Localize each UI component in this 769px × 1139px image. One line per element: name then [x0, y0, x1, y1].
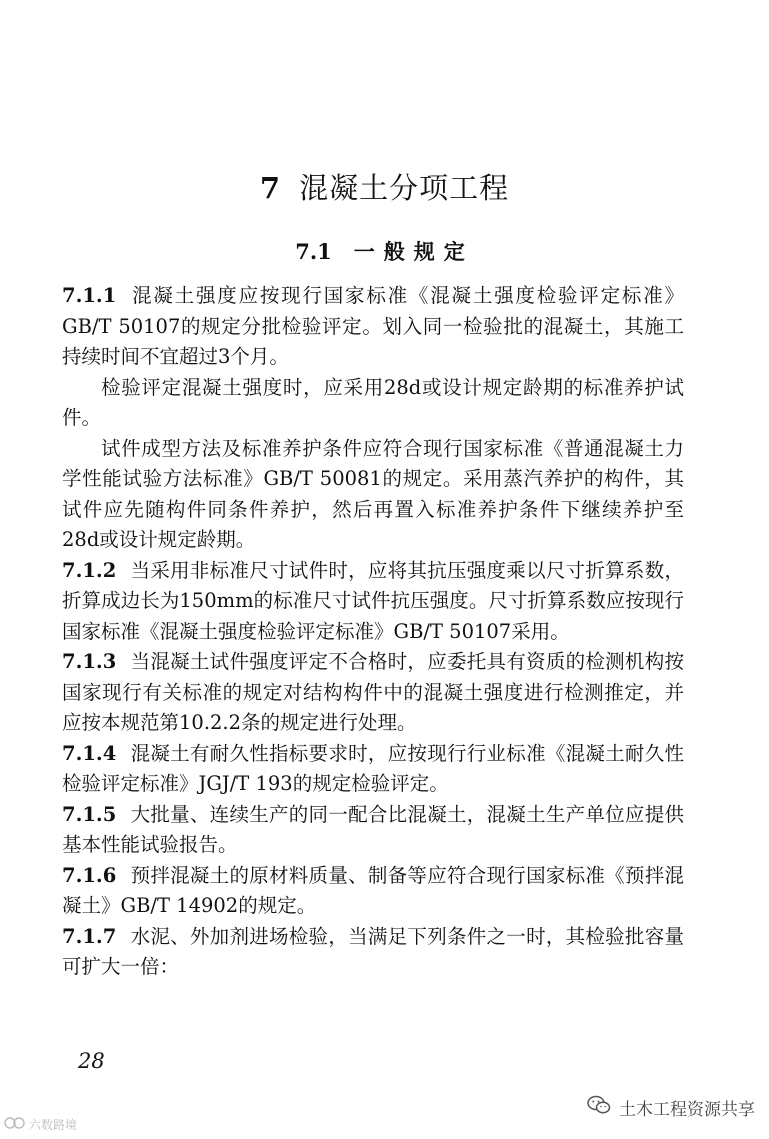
- clause-paragraph: [62, 922, 684, 983]
- wechat-icon: [587, 1095, 611, 1120]
- watermark-logo-icon: [4, 1116, 26, 1133]
- clause-paragraph: [62, 647, 684, 739]
- clause-number: 7.1.3: [62, 650, 117, 673]
- clause-number: 7.1.2: [62, 558, 117, 582]
- paragraph-text: 试件成型方法及标准养护条件应符合现行国家标准《普通混凝土力学性能试验方法标准》GB/T 50081的规定。采用蒸汽养护的构件，其试件应先随构件同条件养护，然后再置入标准养护条件下继续养护至28d或设计规定龄期。: [62, 436, 684, 551]
- paragraph-text: 检验评定混凝土强度时，应采用28d或设计规定龄期的标准养护试件。: [62, 375, 684, 429]
- body-paragraph: [62, 373, 684, 434]
- watermark-left-text: 六数路境: [29, 1118, 78, 1132]
- chapter-number: 7: [259, 171, 282, 205]
- watermark-right-text: 土木工程资源共享: [619, 1100, 755, 1120]
- chapter-title-text: 混凝土分项工程: [299, 171, 510, 205]
- paragraph-text: 混凝土有耐久性指标要求时，应按现行行业标准《混凝土耐久性检验评定标准》JGJ/T 193的规定检验评定。: [62, 741, 684, 795]
- clause-paragraph: [62, 281, 684, 373]
- clause-number: 7.1.1: [62, 284, 117, 307]
- clause-number: 7.1.7: [62, 924, 117, 948]
- paragraph-text: 当采用非标准尺寸试件时，应将其抗压强度乘以尺寸折算系数，折算成边长为150mm的标准尺寸试件抗压强度。尺寸折算系数应按现行国家标准《混凝土强度检验评定标准》GB/T 50107采用。: [62, 558, 684, 643]
- paragraph-text: 大批量、连续生产的同一配合比混凝土，混凝土生产单位应提供基本性能试验报告。: [62, 802, 684, 856]
- body-paragraph: [62, 434, 684, 556]
- document-body: [62, 281, 684, 983]
- paragraph-text: 预拌混凝土的原材料质量、制备等应符合现行国家标准《预拌混凝土》GB/T 14902的规定。: [62, 863, 684, 917]
- section-title: [0, 236, 769, 266]
- chapter-title: [0, 166, 769, 207]
- section-number: 7.1: [295, 239, 332, 264]
- paragraph-text: 水泥、外加剂进场检验，当满足下列条件之一时，其检验批容量可扩大一倍：: [62, 924, 684, 978]
- paragraph-text: 混凝土强度应按现行国家标准《混凝土强度检验评定标准》GB/T 50107的规定分批检验评定。划入同一检验批的混凝土，其施工持续时间不宜超过3个月。: [62, 284, 684, 368]
- clause-number: 7.1.4: [62, 741, 117, 765]
- paragraph-text: 当混凝土试件强度评定不合格时，应委托具有资质的检测机构按国家现行有关标准的规定对结构构件中的混凝土强度进行检测推定，并应按本规范第10.2.2条的规定进行处理。: [62, 650, 684, 734]
- watermark-left: [4, 1116, 77, 1133]
- watermark-right: [587, 1095, 755, 1120]
- clause-paragraph: [62, 861, 684, 922]
- clause-number: 7.1.6: [62, 863, 117, 887]
- page-number: 28: [78, 1049, 105, 1073]
- clause-paragraph: [62, 800, 684, 861]
- clause-paragraph: [62, 556, 684, 648]
- clause-number: 7.1.5: [62, 802, 117, 826]
- clause-paragraph: [62, 739, 684, 800]
- section-title-text: 一般规定: [353, 239, 474, 264]
